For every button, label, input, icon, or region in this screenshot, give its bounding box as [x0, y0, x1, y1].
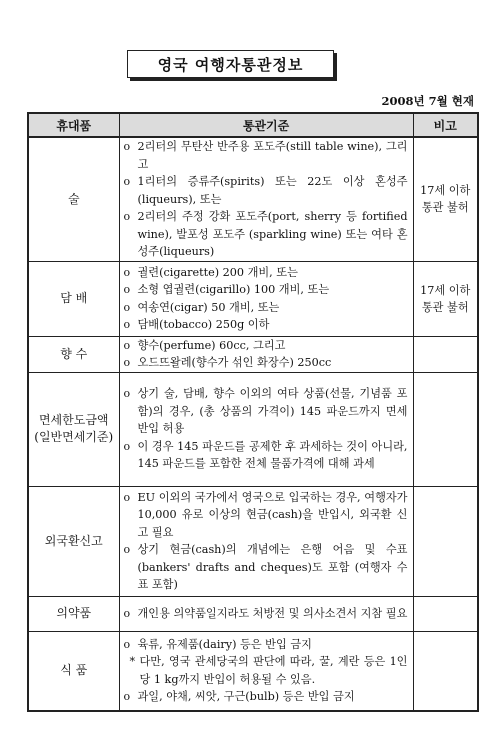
bullet-text: 다만, 영국 관세당국의 판단에 따라, 꿀, 계란 등은 1인당 1 kg까지 반입이 허용될 수 있음.: [139, 655, 408, 686]
bullet-item: [124, 316, 408, 334]
bullet-mark: o: [123, 283, 131, 296]
bullet-item: [124, 489, 408, 542]
bullet-item: [124, 354, 408, 372]
bullet-item: [124, 385, 408, 438]
row-note: [413, 336, 478, 372]
header-standard: 통관기준: [119, 113, 413, 137]
bullet-mark: o: [123, 387, 131, 401]
date-note: 2008년 7월 현재: [381, 94, 474, 108]
bullet-mark: o: [123, 338, 131, 352]
bullet-text: 여송연(cigar) 50 개비, 또는: [137, 300, 280, 314]
bullet-item: [124, 173, 408, 208]
page-title: [127, 50, 334, 78]
table-header-row: [28, 113, 478, 137]
bullet-text: 상기 현금(cash)의 개념에는 은행 어음 및 수표(bankers' drafts and cheques)도 포함 (여행자 수표 포함): [137, 543, 408, 591]
row-standard: [119, 596, 413, 631]
bullet-mark: o: [123, 439, 131, 453]
bullet-item: [124, 264, 408, 282]
bullet-mark: o: [123, 637, 131, 651]
bullet-mark: o: [123, 606, 131, 620]
row-standard: [119, 372, 413, 486]
row-item-label: 면세한도금액 (일반면세기준): [28, 372, 119, 486]
bullet-mark: o: [123, 140, 131, 153]
bullet-item: [124, 636, 408, 654]
bullet-mark: o: [123, 175, 131, 188]
bullet-text: 소형 엽궐련(cigarillo) 100 개비, 또는: [137, 283, 330, 296]
row-standard: [119, 336, 413, 372]
table-row: [28, 486, 478, 596]
row-note: [413, 631, 478, 711]
table-body: [28, 137, 478, 711]
bullet-mark: o: [123, 300, 131, 314]
row-standard: [119, 631, 413, 711]
row-note: [413, 372, 478, 486]
bullet-text: 향수(perfume) 60cc, 그리고: [137, 338, 286, 352]
bullet-text: 오드뜨왈레(향수가 섞인 화장수) 250cc: [137, 356, 332, 369]
row-note: [413, 486, 478, 596]
bullet-mark: o: [123, 210, 131, 223]
header-note: 비고: [413, 113, 478, 137]
bullet-mark: o: [123, 265, 131, 279]
table-row: [28, 372, 478, 486]
page-title-text: 영국 여행자통관정보: [157, 55, 304, 74]
bullet-mark: *: [129, 655, 136, 669]
row-note: 17세 이하 통관 불허: [413, 137, 478, 261]
row-item-label: 담 배: [28, 261, 119, 336]
customs-table: [27, 112, 479, 712]
bullet-text: 육류, 유제품(dairy) 등은 반입 금지: [137, 637, 312, 651]
table-row: [28, 631, 478, 711]
table-row: [28, 261, 478, 336]
bullet-text: 상기 술, 담배, 향수 이외의 여타 상품(선물, 기념품 포함)의 경우, (총 상품의 가격이) 145 파운드까지 면세 반입 허용: [137, 387, 408, 436]
row-note: [413, 596, 478, 631]
sub-note: [124, 653, 408, 688]
bullet-item: [124, 208, 408, 261]
row-standard: [119, 137, 413, 261]
bullet-item: [124, 281, 408, 299]
bullet-text: 1리터의 증류주(spirits) 또는 22도 이상 혼성주(liqueurs), 또는: [137, 175, 408, 206]
bullet-text: EU 이외의 국가에서 영국으로 입국하는 경우, 여행자가 10,000 유로 이상의 현금(cash)을 반입시, 외국환 신고 필요: [137, 490, 408, 539]
bullet-text: 2리터의 주정 강화 포도주(port, sherry 등 fortified wine), 발포성 포도주 (sparkling wine) 또는 여타 혼성주(liqueurs): [137, 210, 408, 258]
bullet-item: [124, 541, 408, 594]
bullet-mark: o: [123, 318, 131, 331]
bullet-text: 이 경우 145 파운드를 공제한 후 과세하는 것이 아니라, 145 파운드를 포함한 전체 물품가격에 대해 과세: [137, 439, 408, 471]
row-standard: [119, 486, 413, 596]
bullet-item: [124, 688, 408, 706]
row-item-label: 향 수: [28, 336, 119, 372]
bullet-item: [124, 605, 408, 623]
bullet-mark: o: [123, 490, 131, 504]
table-row: [28, 336, 478, 372]
header-item: 휴대품: [28, 113, 119, 137]
bullet-item: [124, 438, 408, 473]
row-item-label: 외국환신고: [28, 486, 119, 596]
bullet-text: 2리터의 무탄산 반주용 포도주(still table wine), 그리고: [137, 140, 408, 171]
row-standard: [119, 261, 413, 336]
bullet-text: 개인용 의약품일지라도 처방전 및 의사소견서 지참 필요: [137, 606, 408, 620]
bullet-mark: o: [123, 356, 131, 369]
bullet-item: [124, 299, 408, 317]
bullet-mark: o: [123, 690, 131, 704]
bullet-text: 과일, 야채, 씨앗, 구근(bulb) 등은 반입 금지: [137, 690, 355, 704]
bullet-text: 궐련(cigarette) 200 개비, 또는: [137, 265, 298, 279]
table-row: [28, 137, 478, 261]
bullet-item: [124, 138, 408, 173]
bullet-text: 담배(tobacco) 250g 이하: [137, 318, 270, 331]
bullet-item: [124, 337, 408, 355]
row-item-label: 의약품: [28, 596, 119, 631]
row-item-label: 술: [28, 137, 119, 261]
row-item-label: 식 품: [28, 631, 119, 711]
table-row: [28, 596, 478, 631]
bullet-mark: o: [123, 543, 131, 556]
row-note: 17세 이하 통관 불허: [413, 261, 478, 336]
